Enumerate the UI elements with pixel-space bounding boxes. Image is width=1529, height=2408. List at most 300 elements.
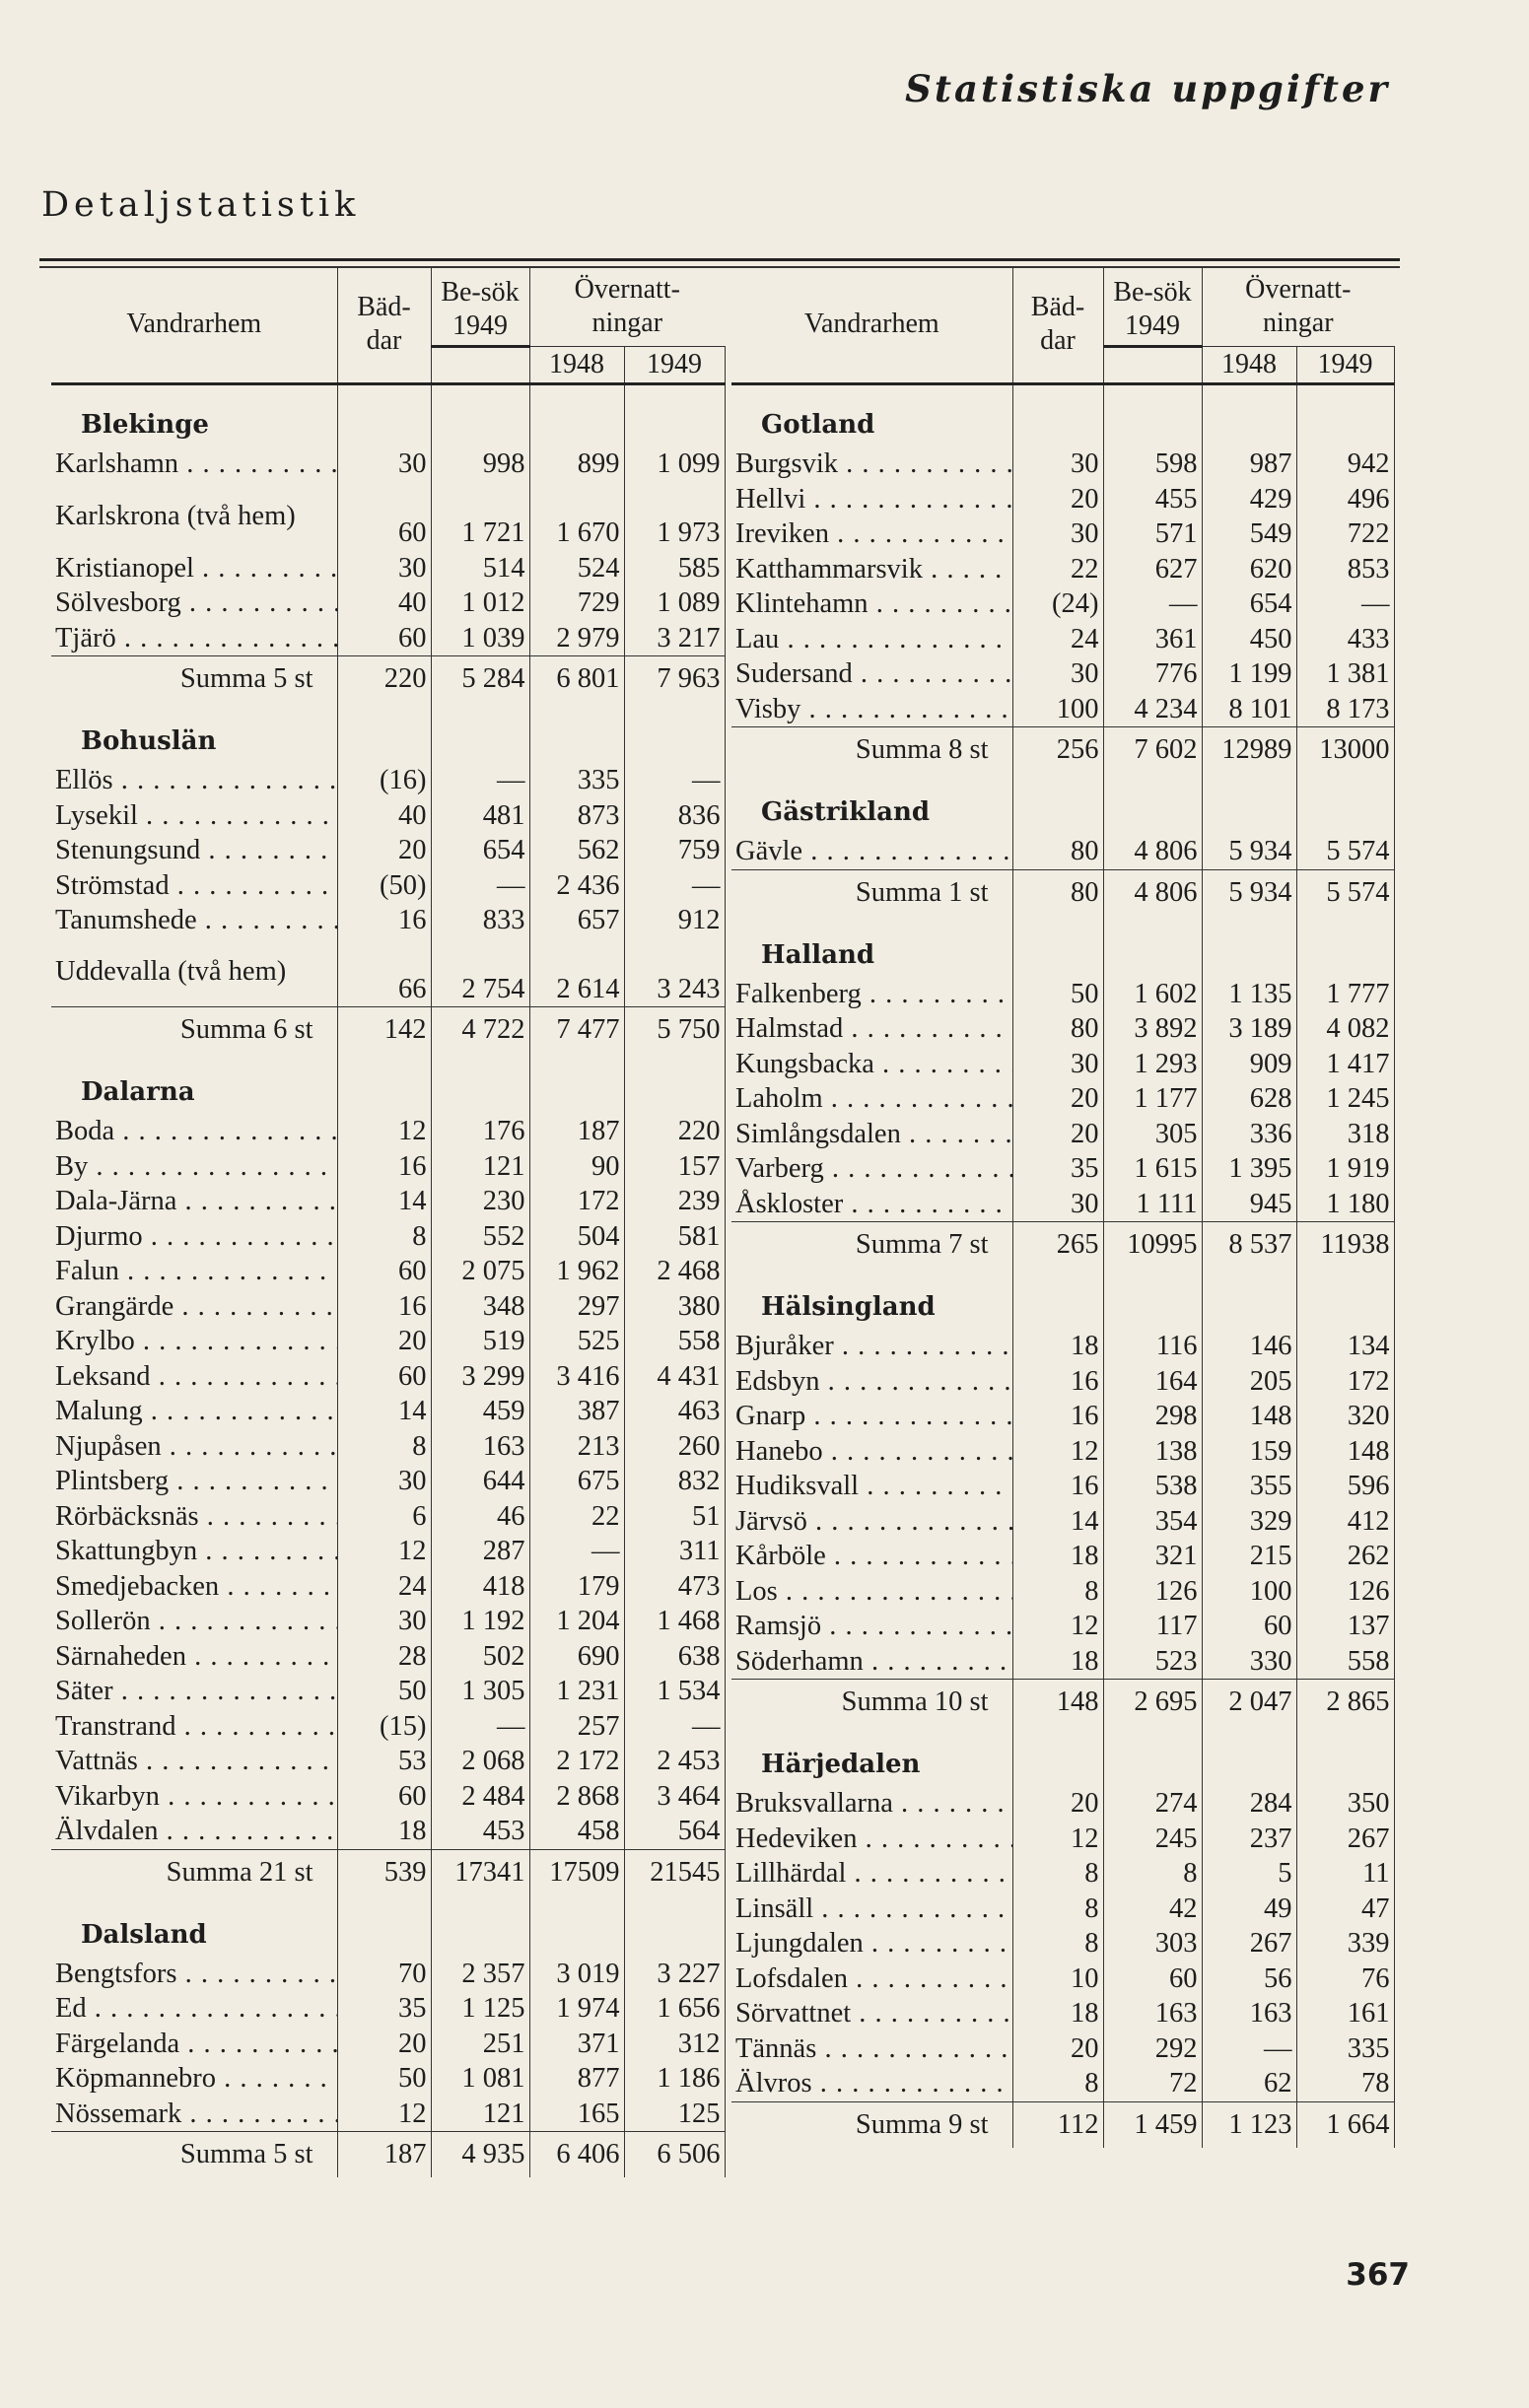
hostel-name-text: Strömstad (55, 869, 170, 901)
beds-header: Bäd-dar (1012, 266, 1103, 384)
nights-1948-cell: 450 (1202, 622, 1296, 657)
nights-1948-cell: 1 974 (529, 1991, 624, 2027)
summary-beds: 80 (1012, 869, 1103, 916)
hostel-row (51, 833, 725, 868)
hostel-name (51, 1289, 337, 1325)
visits-1949-cell: — (431, 763, 529, 798)
visits-1949-cell: 117 (1103, 1609, 1202, 1644)
hostel-name-text: Ellös (55, 765, 113, 795)
empty-cell (431, 1909, 529, 1957)
hostel-name (731, 1364, 1012, 1400)
nights-1948-cell: — (529, 1534, 624, 1569)
nights-1948-cell: 257 (529, 1709, 624, 1745)
spacer-cell (624, 702, 725, 716)
hostel-row (51, 2027, 725, 2062)
nights-1948-cell: 2 172 (529, 1744, 624, 1779)
empty-cell (337, 1909, 431, 1957)
summary-label: Summa 5 st (51, 2132, 337, 2178)
beds-cell: 14 (1012, 1504, 1103, 1540)
spacer-cell (337, 702, 431, 716)
group-spacer (731, 384, 1394, 400)
visits-1949-cell: 164 (1103, 1364, 1202, 1400)
hostel-row (51, 447, 725, 482)
visits-1949-cell: 116 (1103, 1329, 1202, 1364)
nights-1948-cell: 213 (529, 1429, 624, 1465)
nights-1948-cell: 336 (1202, 1117, 1296, 1152)
county-heading-row (51, 1066, 725, 1114)
nights-1948-cell: 387 (529, 1394, 624, 1429)
empty-cell (337, 1066, 431, 1114)
right-table-panel (731, 266, 1394, 2148)
beds-cell: 18 (1012, 1329, 1103, 1364)
summary-beds: 148 (1012, 1680, 1103, 1726)
nights-1948-cell: 620 (1202, 552, 1296, 587)
group-spacer (731, 773, 1394, 787)
hostel-row (731, 1011, 1394, 1047)
beds-cell: (15) (337, 1709, 431, 1745)
hostel-name-text: Boda (55, 1116, 115, 1146)
hostel-row (731, 586, 1394, 622)
visits-1949-cell: 654 (431, 833, 529, 868)
visits-1949-cell: 8 (1103, 1856, 1202, 1892)
hostel-name-text: Stenungsund (55, 835, 201, 865)
spacer-cell (1012, 773, 1103, 787)
hostel-name (731, 1996, 1012, 2031)
hostel-name-text: Sörvattnet (735, 1998, 852, 2029)
hostel-name (51, 1569, 337, 1605)
hostel-name-text: Burgsvik (735, 448, 838, 479)
hostel-row (51, 1569, 725, 1605)
summary-visits: 10995 (1103, 1222, 1202, 1269)
hostel-name (731, 1504, 1012, 1540)
left-table-body (51, 384, 725, 2178)
empty-cell (431, 399, 529, 447)
county-heading: Blekinge (51, 399, 337, 447)
visits-1949-cell: 2 075 (431, 1254, 529, 1289)
hostel-row (51, 1604, 725, 1639)
empty-cell (529, 716, 624, 763)
hostel-name (51, 1814, 337, 1849)
nights-1948-cell: 329 (1202, 1504, 1296, 1540)
hostel-name (731, 2031, 1012, 2067)
nights-1948-cell: 987 (1202, 447, 1296, 482)
hostel-row (731, 977, 1394, 1012)
hostel-row (51, 1289, 725, 1325)
beds-cell: 60 (337, 1254, 431, 1289)
nights-1949-cell: 350 (1296, 1786, 1394, 1822)
hostel-name-text: Tanumshede (55, 905, 197, 935)
hostel-name-text: Skattungbyn (55, 1536, 198, 1566)
nights-1948-cell: 690 (529, 1639, 624, 1675)
hostel-name-text: Simlångsdalen (735, 1118, 901, 1149)
nights-1948-cell: 215 (1202, 1539, 1296, 1574)
beds-cell: 30 (337, 551, 431, 586)
empty-cell (1296, 1739, 1394, 1786)
summary-beds: 112 (1012, 2101, 1103, 2148)
empty-cell (1202, 1739, 1296, 1786)
hostel-row (51, 1709, 725, 1745)
nights-1948-cell: 1 670 (529, 482, 624, 551)
hostel-name-text: Köpmannebro (55, 2063, 217, 2094)
visits-1949-cell: 245 (1103, 1822, 1202, 1857)
empty-cell (624, 1066, 725, 1114)
beds-cell: 40 (337, 798, 431, 834)
summary-nights-1949: 1 664 (1296, 2101, 1394, 2148)
hostel-name (731, 1822, 1012, 1857)
hostel-name-text: Bengtsfors (55, 1958, 177, 1989)
hostel-name (731, 834, 1012, 869)
nights-1948-cell: 458 (529, 1814, 624, 1849)
nights-1949-cell: 4 082 (1296, 1011, 1394, 1047)
spacer-cell (51, 384, 337, 400)
hostel-row (731, 1926, 1394, 1961)
nights-1949-cell: 638 (624, 1639, 725, 1675)
nights-1948-cell: 60 (1202, 1609, 1296, 1644)
hostel-name (51, 798, 337, 834)
nights-1949-cell: 558 (1296, 1644, 1394, 1680)
summary-row (51, 1849, 725, 1895)
spacer-cell (1012, 384, 1103, 400)
spacer-cell (1202, 384, 1296, 400)
county-heading: Dalsland (51, 1909, 337, 1957)
hostel-row (51, 1464, 725, 1499)
visits-1949-cell: 1 305 (431, 1674, 529, 1709)
county-heading: Hälsingland (731, 1281, 1012, 1329)
visits-1949-cell: 292 (1103, 2031, 1202, 2067)
hostel-name-text: Falun (55, 1256, 119, 1286)
nights-1948-cell: 165 (529, 2097, 624, 2132)
county-heading-row (731, 929, 1394, 977)
left-table-panel (51, 266, 725, 2177)
county-heading-row (731, 1281, 1394, 1329)
beds-cell: 20 (337, 2027, 431, 2062)
summary-label: Summa 7 st (731, 1222, 1012, 1269)
summary-label: Summa 21 st (51, 1849, 337, 1895)
hostel-name-text: Falkenberg (735, 978, 862, 1009)
hostel-name (51, 1324, 337, 1359)
nights-1948-cell: 1 231 (529, 1674, 624, 1709)
right-table-body (731, 384, 1394, 2148)
beds-cell: 20 (1012, 2031, 1103, 2067)
hostel-row (51, 1991, 725, 2027)
visits-1949-cell: 833 (431, 903, 529, 938)
county-heading-row (731, 787, 1394, 834)
empty-cell (624, 399, 725, 447)
visits-1949-cell: 453 (431, 1814, 529, 1849)
nights-1949-cell: 558 (624, 1324, 725, 1359)
beds-cell: 50 (1012, 977, 1103, 1012)
visits-1949-cell: 538 (1103, 1469, 1202, 1504)
beds-cell: 12 (337, 2097, 431, 2132)
hostel-row (731, 1786, 1394, 1822)
visits-header-spacer (1103, 347, 1202, 384)
empty-cell (1012, 1281, 1103, 1329)
spacer-cell (731, 384, 1012, 400)
hostel-row (731, 1151, 1394, 1187)
hostel-name (51, 833, 337, 868)
hostel-row (51, 482, 725, 551)
visits-1949-cell: 163 (1103, 1996, 1202, 2031)
visits-1949-cell: 72 (1103, 2066, 1202, 2101)
hostel-row (51, 1359, 725, 1395)
hostel-row (731, 1644, 1394, 1680)
visits-1949-cell: 4 234 (1103, 692, 1202, 727)
group-spacer (731, 1725, 1394, 1739)
hostel-row (51, 1499, 725, 1535)
spacer-cell (624, 1053, 725, 1066)
county-heading: Härjedalen (731, 1739, 1012, 1786)
county-heading-row (731, 1739, 1394, 1786)
nights-1948-cell: 2 868 (529, 1779, 624, 1815)
beds-cell: 30 (1012, 447, 1103, 482)
nights-1948-cell: 8 101 (1202, 692, 1296, 727)
summary-nights-1948: 8 537 (1202, 1222, 1296, 1269)
hostel-name (731, 447, 1012, 482)
beds-cell: 10 (1012, 1961, 1103, 1997)
spacer-cell (529, 1053, 624, 1066)
empty-cell (1012, 929, 1103, 977)
nights-header: Övernatt-ningar (529, 266, 725, 347)
nights-1948-cell: — (1202, 2031, 1296, 2067)
nights-1949-cell: — (624, 1709, 725, 1745)
nights-1949-cell: 722 (1296, 516, 1394, 552)
visits-1949-cell: 519 (431, 1324, 529, 1359)
hostel-name-text: Vikarbyn (55, 1780, 160, 1812)
summary-beds: 220 (337, 656, 431, 703)
empty-cell (1103, 1281, 1202, 1329)
visits-1949-cell: 287 (431, 1534, 529, 1569)
visits-1949-cell: 644 (431, 1464, 529, 1499)
nights-1948-cell: 163 (1202, 1996, 1296, 2031)
hostel-name-text: Karlshamn (55, 448, 179, 479)
summary-nights-1949: 5 574 (1296, 869, 1394, 916)
nights-1949-cell: 3 227 (624, 1957, 725, 1992)
nights-1948-cell: 297 (529, 1289, 624, 1325)
summary-beds: 265 (1012, 1222, 1103, 1269)
hostel-name (51, 1744, 337, 1779)
hostel-name-text: Särnaheden (55, 1640, 186, 1672)
hostel-name (731, 586, 1012, 622)
hostel-row (731, 834, 1394, 869)
nights-1948-cell: 335 (529, 763, 624, 798)
hostel-name-text: Ljungdalen (735, 1928, 864, 1959)
nights-1949-cell: 220 (624, 1114, 725, 1149)
nights-1949-cell: 1 534 (624, 1674, 725, 1709)
hostel-name-text: Hudiksvall (735, 1471, 860, 1501)
hostel-name (731, 1329, 1012, 1364)
hostel-name-text: Vattnäs (55, 1746, 138, 1776)
summary-row (731, 1222, 1394, 1269)
nights-1948-cell: 5 934 (1202, 834, 1296, 869)
beds-cell: (16) (337, 763, 431, 798)
hostel-name (51, 1674, 337, 1709)
visits-1949-cell: 523 (1103, 1644, 1202, 1680)
visits-1949-cell: 998 (431, 447, 529, 482)
nights-1949-cell: 1 089 (624, 585, 725, 621)
nights-1949-cell: 832 (624, 1464, 725, 1499)
hostel-name (731, 977, 1012, 1012)
nights-1949-cell: 161 (1296, 1996, 1394, 2031)
beds-cell: 18 (1012, 1996, 1103, 2031)
hostel-name (731, 1644, 1012, 1680)
hostel-row (51, 1639, 725, 1675)
nights-1948-cell: 172 (529, 1184, 624, 1219)
nights-1948-cell: 2 979 (529, 621, 624, 656)
nights-1948-cell: 2 614 (529, 938, 624, 1007)
visits-1949-cell: 60 (1103, 1961, 1202, 1997)
spacer-cell (1202, 1268, 1296, 1281)
visits-1949-cell: 305 (1103, 1117, 1202, 1152)
hostel-row (731, 1364, 1394, 1400)
hostel-name (51, 585, 337, 621)
beds-cell: 8 (1012, 1856, 1103, 1892)
nights-1949-cell: 3 464 (624, 1779, 725, 1815)
hostel-name (51, 1429, 337, 1465)
nights-1949-cell: 1 973 (624, 482, 725, 551)
visits-1949-cell: 1 602 (1103, 977, 1202, 1012)
beds-cell: 30 (1012, 1047, 1103, 1082)
hostel-name (731, 1961, 1012, 1997)
hostel-name (731, 1539, 1012, 1574)
hostel-name (731, 1081, 1012, 1117)
visits-1949-cell: 42 (1103, 1892, 1202, 1927)
hostel-name (51, 1114, 337, 1149)
spacer-cell (431, 384, 529, 400)
beds-cell: 16 (1012, 1469, 1103, 1504)
spacer-cell (1012, 1268, 1103, 1281)
hostel-name (731, 622, 1012, 657)
nights-1949-cell: 3 243 (624, 938, 725, 1007)
empty-cell (1296, 399, 1394, 447)
hostel-name-text: Njupåsen (55, 1430, 162, 1462)
hostel-row (731, 656, 1394, 692)
hostel-name-text: Kungsbacka (735, 1048, 874, 1079)
nights-1949-cell: 581 (624, 1219, 725, 1255)
visits-1949-cell: 1 039 (431, 621, 529, 656)
nights-1949-cell: 1 245 (1296, 1081, 1394, 1117)
group-spacer (51, 702, 725, 716)
beds-cell: 20 (1012, 482, 1103, 517)
empty-cell (337, 716, 431, 763)
nights-1949-cell: 564 (624, 1814, 725, 1849)
summary-nights-1949: 21545 (624, 1849, 725, 1895)
empty-cell (431, 1066, 529, 1114)
hostel-row (731, 447, 1394, 482)
empty-cell (1202, 399, 1296, 447)
summary-visits: 4 806 (1103, 869, 1202, 916)
summary-visits: 1 459 (1103, 2101, 1202, 2148)
hostel-name-text: Sölvesborg (55, 587, 181, 618)
spacer-cell (731, 916, 1012, 929)
visits-1949-cell: 348 (431, 1289, 529, 1325)
hostel-name (731, 516, 1012, 552)
nights-1948-cell: 504 (529, 1219, 624, 1255)
hostel-name-text: Halmstad (735, 1013, 844, 1044)
hostel-name (51, 1957, 337, 1992)
nights-1949-cell: 172 (1296, 1364, 1394, 1400)
nights-1948-cell: 877 (529, 2061, 624, 2097)
summary-nights-1949: 13000 (1296, 727, 1394, 774)
hostel-row (731, 1504, 1394, 1540)
spacer-cell (1296, 384, 1394, 400)
summary-label: Summa 5 st (51, 656, 337, 703)
county-heading: Bohuslän (51, 716, 337, 763)
nights-1949-cell: 1 099 (624, 447, 725, 482)
hostel-name-text: Smedjebacken (55, 1570, 220, 1602)
hostel-header: Vandrarhem (51, 266, 337, 384)
beds-cell: 24 (1012, 622, 1103, 657)
beds-cell: (24) (1012, 586, 1103, 622)
visits-1949-cell: 1 192 (431, 1604, 529, 1639)
visits-1949-cell: 126 (1103, 1574, 1202, 1610)
visits-1949-cell: 46 (431, 1499, 529, 1535)
summary-visits: 5 284 (431, 656, 529, 703)
hostel-row (731, 1329, 1394, 1364)
empty-cell (529, 1066, 624, 1114)
spacer-cell (1202, 916, 1296, 929)
visits-1949-cell: 481 (431, 798, 529, 834)
nights-1948-cell: 62 (1202, 2066, 1296, 2101)
hostel-name-text: Sudersand (735, 658, 853, 689)
spacer-cell (431, 1053, 529, 1066)
beds-cell: 60 (337, 1359, 431, 1395)
hostel-name (731, 1187, 1012, 1222)
nights-1948-cell: 3 019 (529, 1957, 624, 1992)
nights-1949-cell: 585 (624, 551, 725, 586)
spacer-cell (624, 1895, 725, 1909)
beds-cell: 18 (1012, 1644, 1103, 1680)
hostel-row (731, 1996, 1394, 2031)
nights-1949-cell: 3 217 (624, 621, 725, 656)
summary-row (731, 1680, 1394, 1726)
hostel-row (51, 1149, 725, 1185)
spacer-cell (529, 1895, 624, 1909)
nights-1948-cell: 330 (1202, 1644, 1296, 1680)
hostel-row (51, 868, 725, 904)
spacer-cell (51, 1895, 337, 1909)
county-heading: Gotland (731, 399, 1012, 447)
summary-nights-1948: 1 123 (1202, 2101, 1296, 2148)
hostel-name-text: Färgelanda (55, 2028, 180, 2059)
nights-1948-cell: 1 395 (1202, 1151, 1296, 1187)
visits-1949-cell: 321 (1103, 1539, 1202, 1574)
beds-cell: 18 (1012, 1539, 1103, 1574)
nights-1948-cell: 179 (529, 1569, 624, 1605)
nights-1949-cell: 463 (624, 1394, 725, 1429)
nights-1948-cell: 729 (529, 585, 624, 621)
visits-1949-cell: 163 (431, 1429, 529, 1465)
hostel-name (51, 2027, 337, 2062)
nights-1949-cell: 433 (1296, 622, 1394, 657)
summary-visits: 7 602 (1103, 727, 1202, 774)
hostel-name (51, 551, 337, 586)
visits-1949-cell: 1 721 (431, 482, 529, 551)
nights-1948-cell: 148 (1202, 1399, 1296, 1434)
empty-cell (529, 399, 624, 447)
hostel-name (731, 552, 1012, 587)
summary-label: Summa 9 st (731, 2101, 1012, 2148)
hostel-name-text: Ed (55, 1993, 87, 2024)
spacer-cell (731, 1268, 1012, 1281)
spacer-cell (1202, 773, 1296, 787)
hostel-row (731, 692, 1394, 727)
empty-cell (1103, 1739, 1202, 1786)
top-rule (39, 258, 1400, 261)
summary-row (51, 2132, 725, 2178)
hostel-name-text: Karlskrona (två hem) (55, 500, 296, 531)
hostel-header: Vandrarhem (731, 266, 1012, 384)
hostel-name-text: Djurmo (55, 1220, 143, 1252)
